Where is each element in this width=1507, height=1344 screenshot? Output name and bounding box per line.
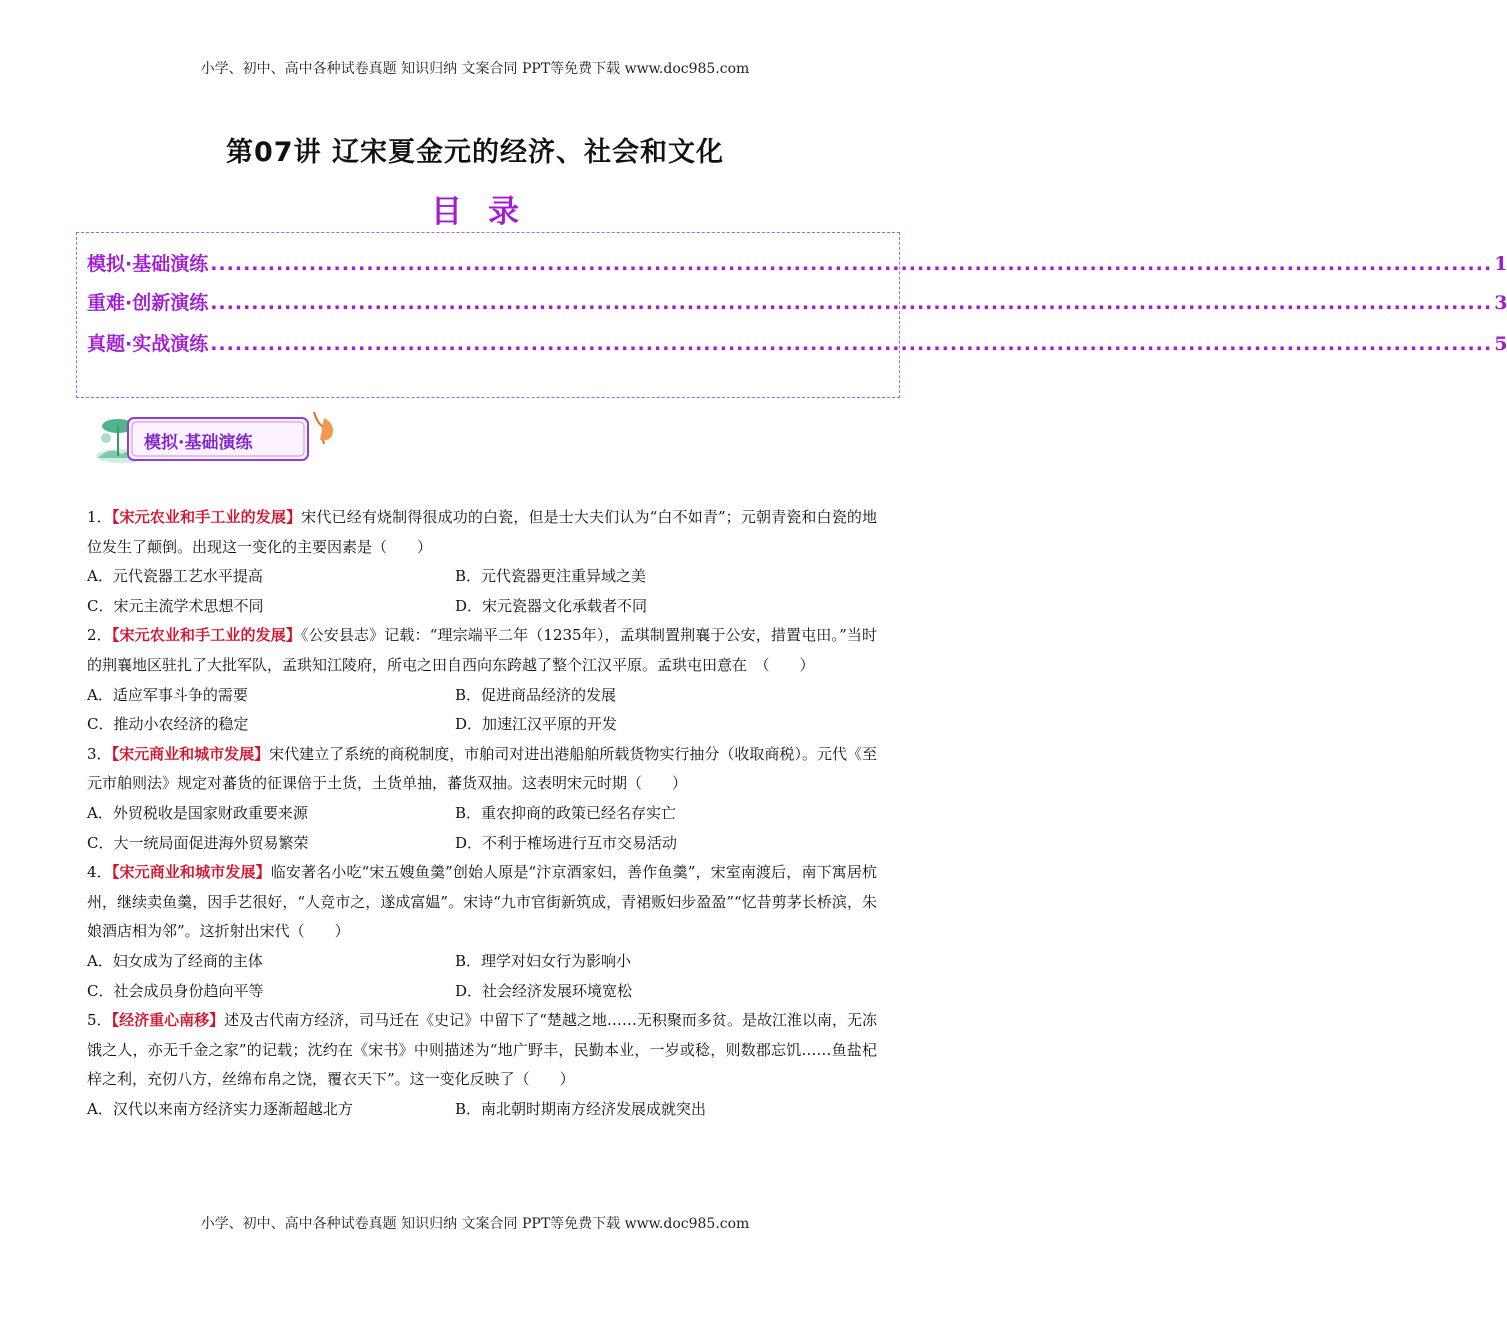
toc-leader-dots: ............................................................................................................................................................ <box>210 333 1493 355</box>
option-a[interactable]: A．妇女成为了经商的主体 <box>87 951 263 970</box>
question-text: 宋代建立了系统的商税制度，市舶司对进出港船舶所载货物实行抽分（收取商税）。元代《至元市舶则法》规定对蕃货的征课倍于土货，土货单抽，蕃货双抽。这表明宋元时期（ ） <box>87 744 877 793</box>
question-number: 4． <box>87 863 112 882</box>
option-b[interactable]: B．元代瓷器更注重异域之美 <box>455 567 647 586</box>
question-tag: 【宋元农业和手工业的发展】 <box>111 508 302 526</box>
toc-leader-dots: ............................................................................................................................................................ <box>210 253 1493 275</box>
table-of-contents <box>76 232 1507 398</box>
question-item <box>87 1006 877 1124</box>
toc-page-number: 3 <box>1494 292 1507 314</box>
toc-page-number: 1 <box>1494 253 1507 275</box>
option-a[interactable]: A．外贸税收是国家财政重要来源 <box>87 803 308 822</box>
question-tag: 【宋元商业和城市发展】 <box>111 863 271 882</box>
question-number: 2． <box>87 626 112 645</box>
option-a[interactable]: A．汉代以来南方经济实力逐渐超越北方 <box>87 1099 353 1118</box>
option-d[interactable]: D．不利于榷场进行互市交易活动 <box>455 833 678 852</box>
question-stem <box>87 621 877 680</box>
option-a[interactable]: A．元代瓷器工艺水平提高 <box>87 567 263 586</box>
option-b[interactable]: B．重农抑商的政策已经名存实亡 <box>455 803 677 822</box>
question-number: 5． <box>87 1011 112 1030</box>
option-list <box>87 562 877 621</box>
toc-label: 模拟·基础演练 <box>87 253 209 275</box>
question-item <box>87 621 877 739</box>
option-list <box>87 799 877 858</box>
section-banner <box>88 406 348 472</box>
question-text: 述及古代南方经济，司马迁在《史记》中留下了“楚越之地……无积聚而多贫。是故江淮以南，无冻饿之人，亦无千金之家”的记载；沈约在《宋书》中则描述为“地广野丰，民勤本业，一岁或稔，则数郡忘饥……鱼盐杞梓之利，充仞八方，丝绵布帛之饶，覆衣天下”。这一变化反映了（ ） <box>87 1011 877 1089</box>
question-tag: 【宋元农业和手工业的发展】 <box>111 626 302 645</box>
question-stem <box>87 503 877 562</box>
toc-label: 真题·实战演练 <box>87 333 209 355</box>
toc-link-advanced-practice[interactable] <box>87 288 1507 318</box>
option-list <box>87 1095 877 1125</box>
option-a[interactable]: A．适应军事斗争的需要 <box>87 685 248 704</box>
question-stem <box>87 858 877 947</box>
section-banner-label: 模拟·基础演练 <box>144 433 253 453</box>
question-tag: 【经济重心南移】 <box>111 1011 225 1030</box>
question-item <box>87 740 877 858</box>
question-stem <box>87 1006 877 1095</box>
question-text: 宋代已经有烧制得很成功的白瓷，但是士大夫们认为“白不如青”；元朝青瓷和白瓷的地位发生了颠倒。出现这一变化的主要因素是（ ） <box>87 508 877 556</box>
option-b[interactable]: B．理学对妇女行为影响小 <box>455 951 632 970</box>
toc-heading: 目录 <box>431 194 545 230</box>
question-tag: 【宋元商业和城市发展】 <box>111 744 270 763</box>
question-item <box>87 858 877 1006</box>
option-c[interactable]: C．社会成员身份趋向平等 <box>87 981 264 1000</box>
question-text: 《公安县志》记载：“理宗端平二年（1235年），孟琪制置荆襄于公安，措置屯田。”当时的荆襄地区驻扎了大批军队，孟珙知江陵府，所屯之田自西向东跨越了整个江汉平原。孟珙屯田意在 （ ） <box>87 626 877 674</box>
option-c[interactable]: C．大一统局面促进海外贸易繁荣 <box>87 833 309 852</box>
question-number: 3． <box>87 744 112 763</box>
toc-link-basic-practice[interactable] <box>87 249 1507 279</box>
question-list <box>87 503 877 1124</box>
question-number: 1． <box>87 508 112 526</box>
option-list <box>87 681 877 740</box>
option-b[interactable]: B．促进商品经济的发展 <box>455 685 617 704</box>
toc-link-real-exam-practice[interactable] <box>87 329 1507 359</box>
option-d[interactable]: D．社会经济发展环境宽松 <box>455 981 633 1000</box>
toc-leader-dots: ............................................................................................................................................................ <box>210 292 1493 314</box>
option-c[interactable]: C．推动小农经济的稳定 <box>87 715 249 734</box>
toc-label: 重难·创新演练 <box>87 292 209 314</box>
option-d[interactable]: D．加速江汉平原的开发 <box>455 715 618 734</box>
question-item <box>87 503 877 621</box>
document-title: 第07讲 辽宋夏金元的经济、社会和文化 <box>226 137 724 168</box>
option-list <box>87 947 877 1006</box>
page-footer: 小学、初中、高中各种试卷真题 知识归纳 文案合同 PPT等免费下载 www.doc985.com <box>200 1216 750 1232</box>
question-text: 临安著名小吃“宋五嫂鱼羹”创始人原是“汴京酒家妇，善作鱼羹”，宋室南渡后，南下寓居杭州，继续卖鱼羹，因手艺很好，“人竞市之，遂成富媪”。宋诗“九市官街新筑成，青裙贩妇步盈盈”“忆昔剪茅长桥滨，朱娘酒店相为邻”。这折射出宋代（ ） <box>87 863 877 941</box>
option-c[interactable]: C．宋元主流学术思想不同 <box>87 596 264 615</box>
option-d[interactable]: D．宋元瓷器文化承载者不同 <box>455 596 648 615</box>
option-b[interactable]: B．南北朝时期南方经济发展成就突出 <box>455 1099 707 1118</box>
question-stem <box>87 740 877 799</box>
page-header: 小学、初中、高中各种试卷真题 知识归纳 文案合同 PPT等免费下载 www.doc985.com <box>200 61 750 77</box>
toc-page-number: 5 <box>1494 333 1507 355</box>
